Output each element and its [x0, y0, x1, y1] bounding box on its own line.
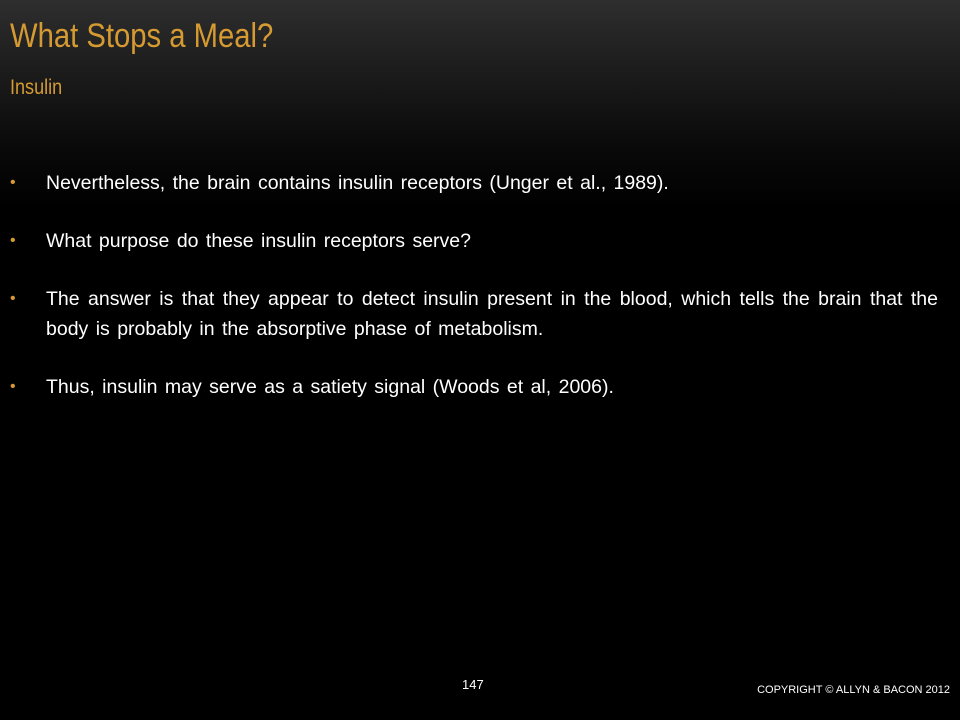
bullet-dot-icon: • [10, 232, 16, 249]
bullet-text: Nevertheless, the brain contains insulin receptors (Unger et al., 1989). [46, 172, 669, 194]
copyright-notice: COPYRIGHT © ALLYN & BACON 2012 [757, 684, 950, 696]
bullet-dot-icon: • [10, 378, 16, 395]
bullet-item [10, 372, 938, 402]
slide-subtitle: Insulin [10, 76, 63, 99]
bullet-item [10, 226, 938, 256]
bullet-text: Thus, insulin may serve as a satiety signal (Woods et al, 2006). [46, 376, 614, 398]
bullet-item [10, 168, 938, 198]
bullet-dot-icon: • [10, 174, 16, 191]
bullet-text: The answer is that they appear to detect insulin present in the blood, which tells the brain that the body is probably in the absorptive phase of metabolism. [46, 288, 938, 340]
page-number: 147 [462, 677, 484, 692]
slide-title: What Stops a Meal? [10, 17, 274, 55]
bullet-text: What purpose do these insulin receptors serve? [46, 230, 471, 252]
bullet-dot-icon: • [10, 290, 16, 307]
bullet-item [10, 284, 938, 344]
bullet-list [10, 168, 938, 402]
